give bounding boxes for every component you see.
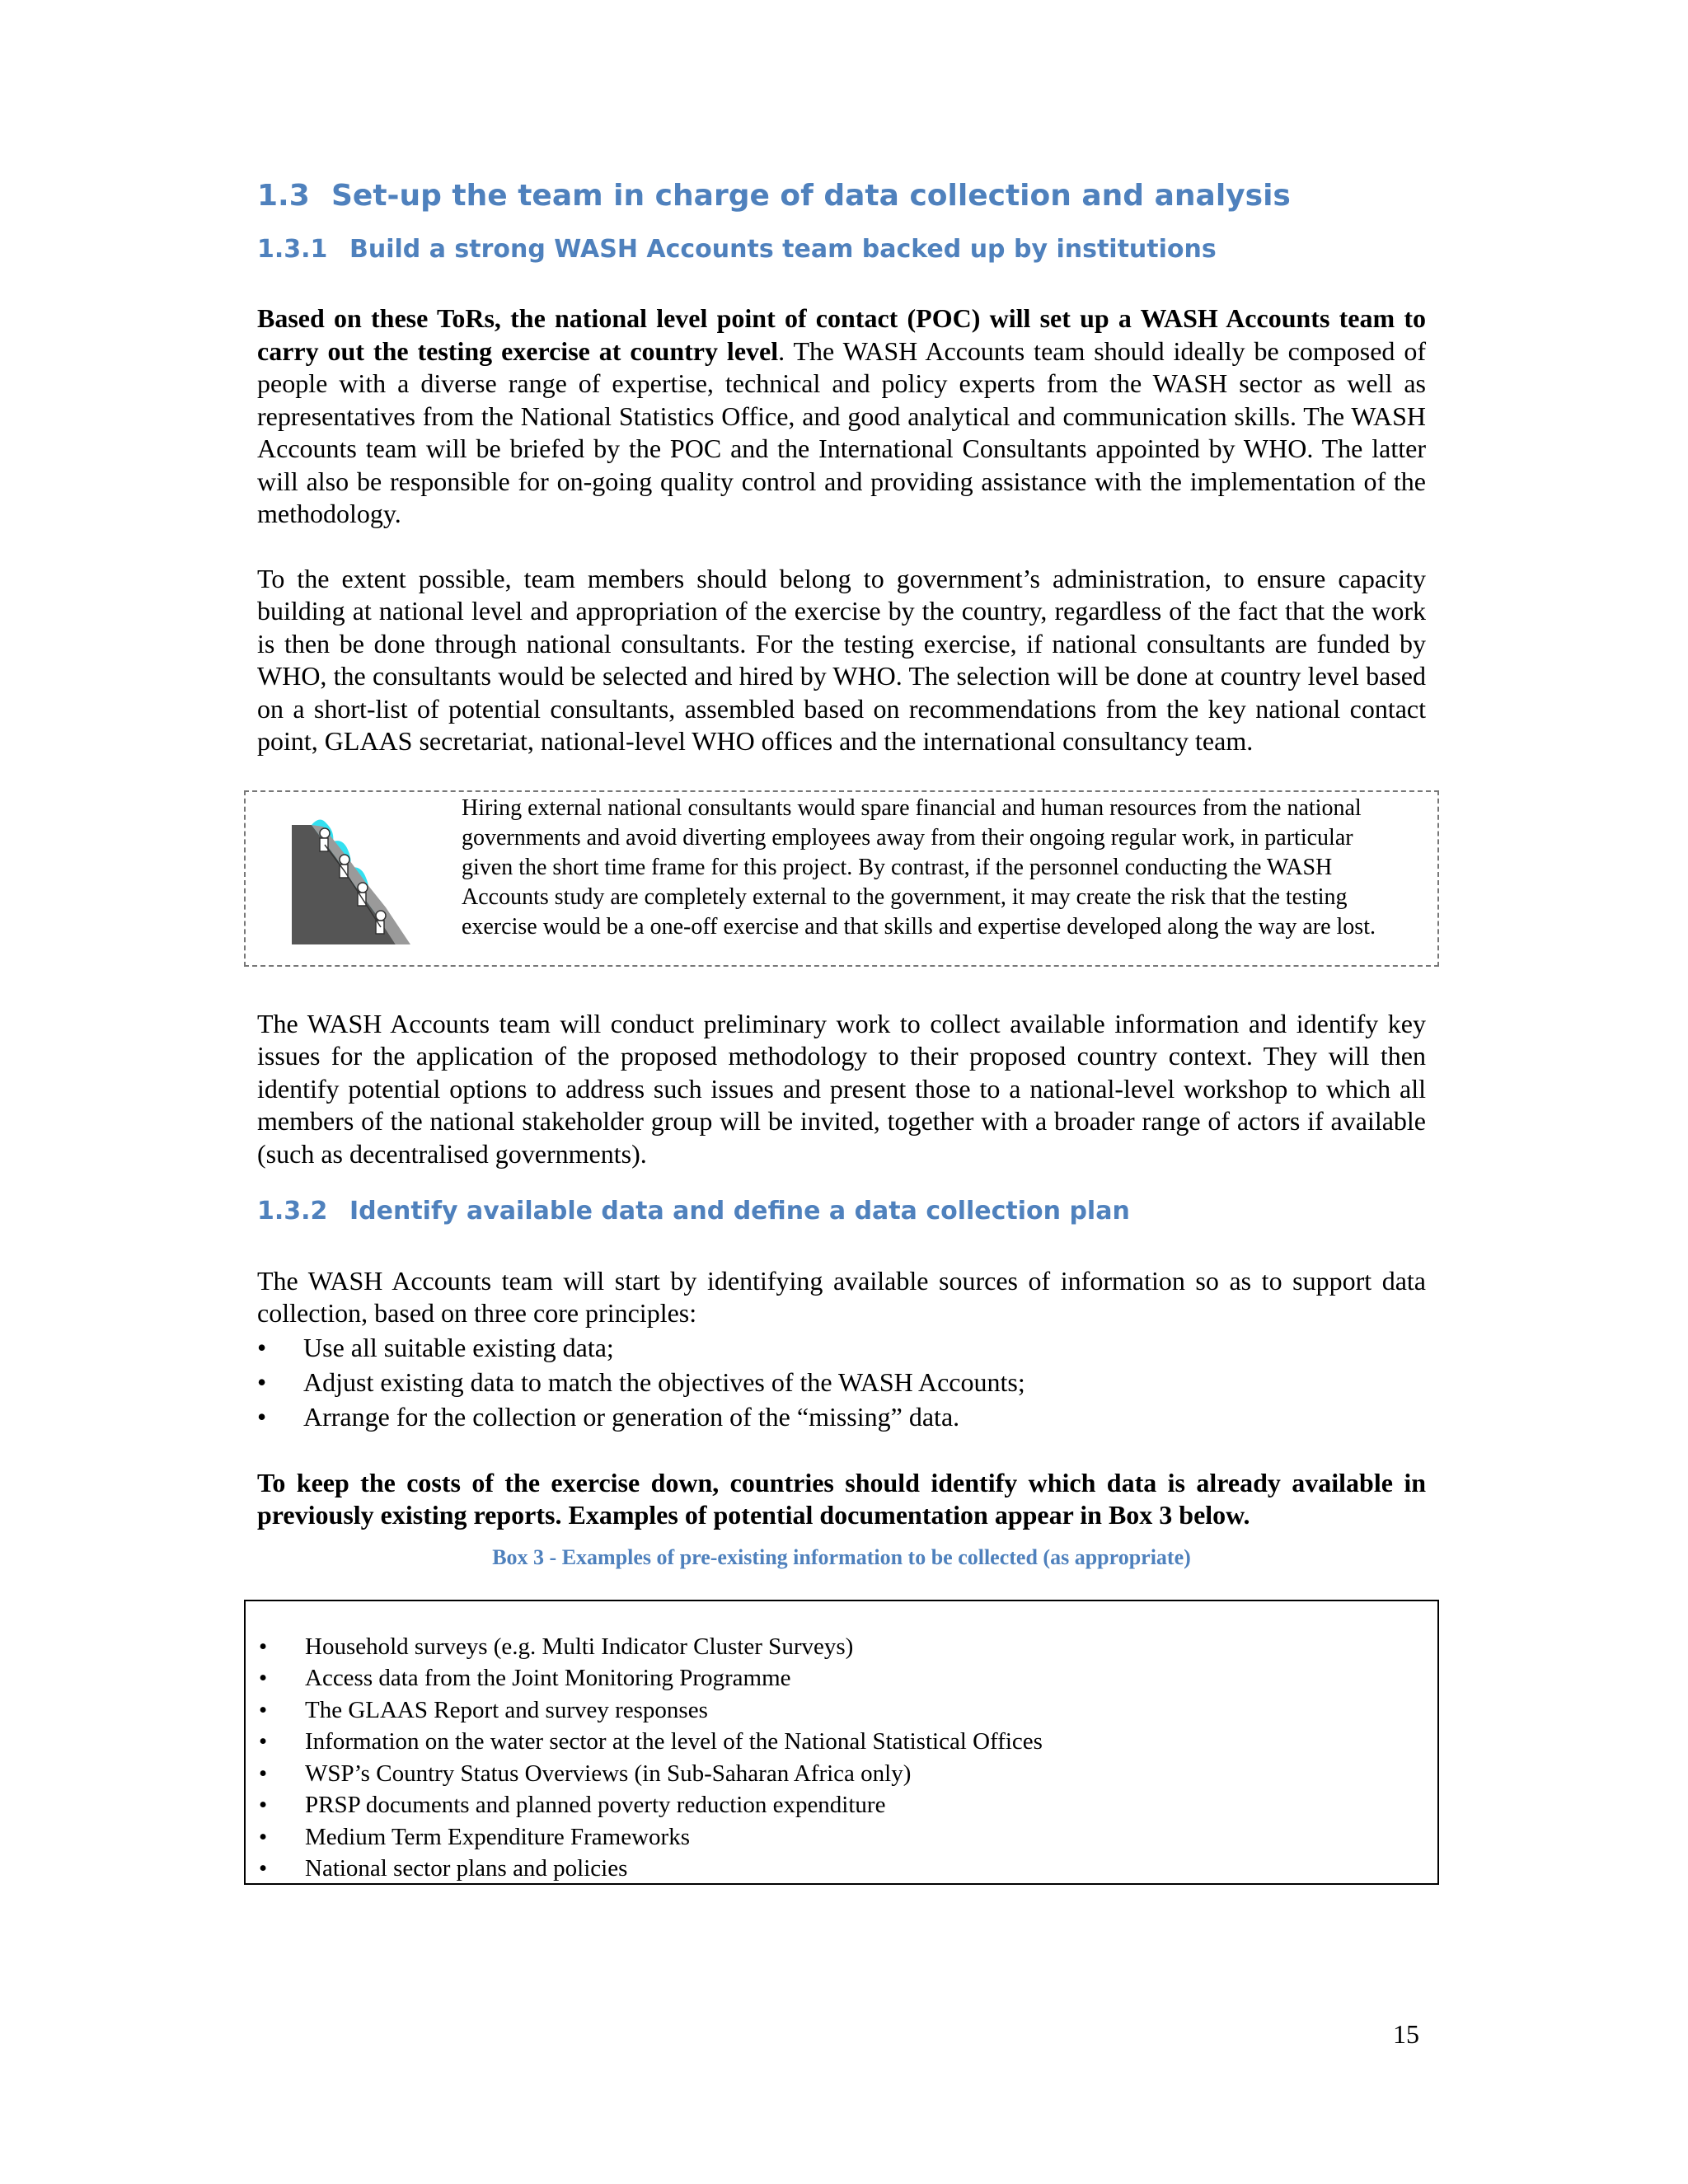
subsection-number-1: 1.3.1	[257, 234, 328, 264]
paragraph-team-setup-rest: . The WASH Accounts team should ideally be composed of people with a diverse range of expertise, technical and policy experts from the WASH sector as well as representatives from the National Statistics Office, and good analytical and communication skills. The WASH Accounts team will be briefed by the POC and the International Consultants appointed by WHO. The latter will also be responsible for on-going quality control and providing assistance with the implementation of the methodology.	[257, 335, 1427, 529]
list-item: • Information on the water sector at the level of the National Statistical Offices	[259, 1726, 1437, 1758]
subsection-number-2: 1.3.2	[257, 1197, 328, 1226]
box-caption: Box 3 - Examples of pre-existing information to be collected (as appropriate)	[492, 1544, 1191, 1569]
paragraph-data-sources: The WASH Accounts team will start by identifying available sources of information so as to support data collection, based on three core principles:	[257, 1265, 1426, 1329]
list-item: • Medium Term Expenditure Frameworks	[259, 1821, 1437, 1854]
list-item: • Access data from the Joint Monitoring Programme	[259, 1662, 1437, 1694]
list-item: • WSP’s Country Status Overviews (in Sub-Saharan Africa only)	[259, 1758, 1437, 1790]
climbers-illustration-icon	[287, 808, 419, 949]
subsection-title-2: Identify available data and define a data collection plan	[349, 1197, 1130, 1226]
paragraph-preliminary-work: The WASH Accounts team will conduct preliminary work to collect available information and identify key issues for the application of the proposed methodology to their proposed country context. They will then identify potential options to address such issues and present those to a national-level workshop to which all members of the national stakeholder group will be invited, together with a broader range of actors if available (such as decentralised governments).	[257, 1008, 1426, 1169]
paragraph-team-setup	[257, 302, 1426, 531]
list-item: • The GLAAS Report and survey responses	[259, 1694, 1437, 1727]
examples-box	[244, 1600, 1439, 1885]
list-item: • PRSP documents and planned poverty reduction expenditure	[259, 1789, 1437, 1821]
paragraph-team-setup-bold: Based on these ToRs, the national level point of contact (POC) will set up a WASH Accounts team to carry out the testing exercise at country level	[257, 303, 1426, 366]
callout-text: Hiring external national consultants would spare financial and human resources from the national governments and avoid diverting employees away from their ongoing regular work, in particular given the short time frame for this project. By contrast, if the personnel conducting the WASH Accounts study are completely external to the government, it may create the risk that the testing exercise would be a one-off exercise and that skills and expertise developed along the way are lost.	[462, 794, 1376, 940]
paragraph-keep-costs-down-bold: To keep the costs of the exercise down, countries should identify which data is already available in previously existing reports. Examples of potential documentation appear in Box 3 below.	[257, 1467, 1426, 1530]
subsection-heading-1	[257, 233, 1426, 267]
list-item: • National sector plans and policies	[259, 1853, 1437, 1885]
list-item: • Adjust existing data to match the objectives of the WASH Accounts;	[257, 1365, 1426, 1399]
paragraph-team-membership: To the extent possible, team members should belong to government’s administration, to ensure capacity building at national level and appropriation of the exercise by the country, regardless of the fact that the work is then be done through national consultants. For the testing exercise, if national consultants are funded by WHO, the consultants would be selected and hired by WHO. The selection will be done at country level based on a short-list of potential consultants, assembled based on recommendations from the key national contact point, GLAAS secretariat, national-level WHO offices and the international consultancy team.	[257, 563, 1426, 757]
list-item: • Use all suitable existing data;	[257, 1330, 1426, 1365]
list-item: • Arrange for the collection or generation of the “missing” data.	[257, 1399, 1426, 1434]
paragraph-keep-costs-down	[257, 1467, 1426, 1532]
subsection-heading-2	[257, 1195, 1426, 1229]
section-heading	[257, 176, 1426, 217]
list-item: • Household surveys (e.g. Multi Indicator Cluster Surveys)	[259, 1631, 1437, 1663]
section-number: 1.3	[257, 179, 310, 213]
examples-list	[259, 1631, 1437, 1885]
callout-box	[244, 790, 1439, 967]
subsection-title-1: Build a strong WASH Accounts team backed up by institutions	[349, 234, 1217, 264]
section-title: Set-up the team in charge of data collection and analysis	[331, 179, 1291, 213]
page-content	[257, 176, 1426, 1885]
page-number: 15	[1393, 2019, 1419, 2049]
principles-list	[257, 1330, 1426, 1434]
